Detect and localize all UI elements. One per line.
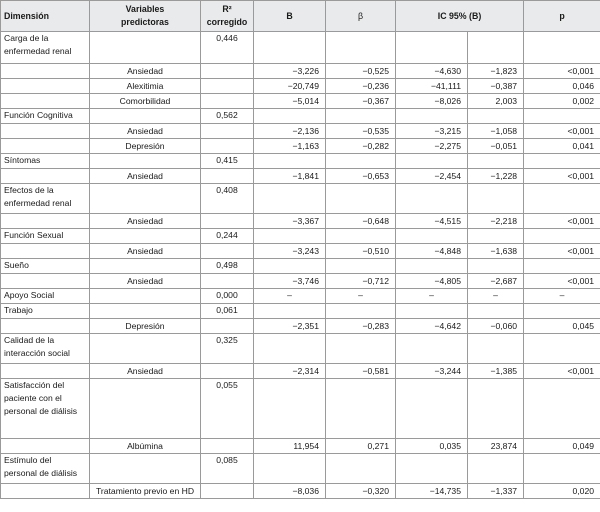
- cell-b: [254, 229, 326, 244]
- cell-b: −5,014: [254, 94, 326, 109]
- cell-r2: [201, 64, 254, 79]
- cell-b: −3,746: [254, 274, 326, 289]
- table-row: [1, 259, 600, 274]
- cell-r2: [201, 79, 254, 94]
- cell-r2: 0,061: [201, 304, 254, 319]
- cell-beta: −0,367: [326, 94, 396, 109]
- cell-ic-lower: −14,735: [396, 484, 468, 499]
- cell-dimension: [1, 274, 90, 289]
- cell-p: 0,002: [524, 94, 600, 109]
- cell-r2: 0,000: [201, 289, 254, 304]
- cell-ic-upper: –: [468, 289, 524, 304]
- cell-ic-upper: [468, 229, 524, 244]
- cell-b: [254, 154, 326, 169]
- table-row: [1, 364, 600, 379]
- cell-ic-lower: 0,035: [396, 439, 468, 454]
- cell-b: −3,367: [254, 214, 326, 229]
- cell-p: 0,020: [524, 484, 600, 499]
- cell-b: [254, 109, 326, 124]
- cell-p: <0,001: [524, 214, 600, 229]
- cell-r2: [201, 169, 254, 184]
- cell-r2: 0,055: [201, 379, 254, 439]
- cell-dimension: [1, 364, 90, 379]
- table-row: [1, 454, 600, 484]
- table-row: [1, 334, 600, 364]
- cell-p: <0,001: [524, 244, 600, 259]
- cell-p: 0,045: [524, 319, 600, 334]
- cell-dimension: [1, 94, 90, 109]
- cell-r2: [201, 244, 254, 259]
- cell-r2: 0,415: [201, 154, 254, 169]
- cell-beta: −0,282: [326, 139, 396, 154]
- cell-ic-upper: −1,337: [468, 484, 524, 499]
- cell-dimension: [1, 319, 90, 334]
- cell-variable: [90, 259, 201, 274]
- cell-p: [524, 154, 600, 169]
- cell-p: –: [524, 289, 600, 304]
- cell-ic-upper: [468, 304, 524, 319]
- cell-p: <0,001: [524, 274, 600, 289]
- cell-beta: 0,271: [326, 439, 396, 454]
- cell-ic-upper: −0,051: [468, 139, 524, 154]
- cell-variable: [90, 109, 201, 124]
- table-row: [1, 289, 600, 304]
- cell-p: <0,001: [524, 364, 600, 379]
- header-b: B: [254, 1, 326, 32]
- cell-dimension: Carga de la enfermedad renal: [1, 32, 90, 64]
- cell-p: 0,046: [524, 79, 600, 94]
- cell-dimension: Estímulo del personal de diálisis: [1, 454, 90, 484]
- cell-dimension: [1, 484, 90, 499]
- cell-b: [254, 454, 326, 484]
- cell-ic-upper: −1,385: [468, 364, 524, 379]
- cell-b: −2,351: [254, 319, 326, 334]
- cell-ic-lower: [396, 304, 468, 319]
- cell-ic-upper: −1,058: [468, 124, 524, 139]
- cell-r2: [201, 364, 254, 379]
- cell-r2: 0,446: [201, 32, 254, 64]
- cell-ic-lower: −4,805: [396, 274, 468, 289]
- cell-variable: [90, 229, 201, 244]
- cell-r2: [201, 319, 254, 334]
- cell-p: 0,049: [524, 439, 600, 454]
- cell-ic-lower: [396, 229, 468, 244]
- cell-r2: [201, 94, 254, 109]
- cell-beta: [326, 229, 396, 244]
- cell-b: −1,841: [254, 169, 326, 184]
- table-row: [1, 139, 600, 154]
- cell-p: <0,001: [524, 169, 600, 184]
- cell-b: −1,163: [254, 139, 326, 154]
- cell-ic-upper: [468, 109, 524, 124]
- table-row: [1, 79, 600, 94]
- cell-beta: [326, 154, 396, 169]
- header-variables-line1: Variables: [125, 4, 165, 14]
- cell-dimension: [1, 79, 90, 94]
- cell-variable: Ansiedad: [90, 274, 201, 289]
- table-row: [1, 32, 600, 64]
- cell-p: [524, 229, 600, 244]
- table-row: [1, 124, 600, 139]
- header-dimension: Dimensión: [1, 1, 90, 32]
- cell-dimension: Apoyo Social: [1, 289, 90, 304]
- cell-variable: [90, 289, 201, 304]
- cell-beta: [326, 109, 396, 124]
- cell-ic-upper: [468, 154, 524, 169]
- cell-beta: −0,648: [326, 214, 396, 229]
- cell-variable: Ansiedad: [90, 244, 201, 259]
- cell-p: [524, 379, 600, 439]
- cell-variable: Ansiedad: [90, 214, 201, 229]
- cell-variable: Comorbilidad: [90, 94, 201, 109]
- cell-dimension: [1, 169, 90, 184]
- cell-ic-lower: −41,111: [396, 79, 468, 94]
- cell-dimension: Calidad de la interacción social: [1, 334, 90, 364]
- table-row: [1, 184, 600, 214]
- table-row: [1, 379, 600, 439]
- cell-b: −2,314: [254, 364, 326, 379]
- cell-beta: [326, 32, 396, 64]
- cell-dimension: [1, 139, 90, 154]
- cell-variable: Depresión: [90, 139, 201, 154]
- table-row: [1, 94, 600, 109]
- cell-p: <0,001: [524, 124, 600, 139]
- cell-b: 11,954: [254, 439, 326, 454]
- cell-b: −3,243: [254, 244, 326, 259]
- cell-b: −3,226: [254, 64, 326, 79]
- cell-beta: −0,653: [326, 169, 396, 184]
- cell-b: −20,749: [254, 79, 326, 94]
- cell-ic-lower: −8,026: [396, 94, 468, 109]
- cell-ic-lower: [396, 32, 468, 64]
- cell-ic-lower: −2,454: [396, 169, 468, 184]
- cell-p: <0,001: [524, 64, 600, 79]
- cell-p: [524, 184, 600, 214]
- cell-b: [254, 259, 326, 274]
- cell-variable: Albúmina: [90, 439, 201, 454]
- cell-variable: Ansiedad: [90, 169, 201, 184]
- cell-variable: [90, 154, 201, 169]
- table-body: [1, 32, 600, 499]
- cell-b: –: [254, 289, 326, 304]
- cell-dimension: Síntomas: [1, 154, 90, 169]
- cell-beta: [326, 184, 396, 214]
- cell-ic-lower: −2,275: [396, 139, 468, 154]
- cell-b: [254, 304, 326, 319]
- table-row: [1, 319, 600, 334]
- cell-ic-lower: −4,630: [396, 64, 468, 79]
- cell-ic-upper: 2,003: [468, 94, 524, 109]
- cell-dimension: Función Cognitiva: [1, 109, 90, 124]
- cell-beta: −0,283: [326, 319, 396, 334]
- header-p: p: [524, 1, 600, 32]
- cell-dimension: [1, 64, 90, 79]
- cell-ic-lower: −3,215: [396, 124, 468, 139]
- cell-dimension: [1, 214, 90, 229]
- cell-r2: [201, 214, 254, 229]
- cell-ic-lower: [396, 154, 468, 169]
- table-row: [1, 439, 600, 454]
- cell-dimension: [1, 124, 90, 139]
- cell-variable: [90, 304, 201, 319]
- cell-p: [524, 32, 600, 64]
- cell-dimension: [1, 244, 90, 259]
- table-row: [1, 244, 600, 259]
- cell-r2: 0,085: [201, 454, 254, 484]
- cell-dimension: Función Sexual: [1, 229, 90, 244]
- cell-ic-upper: −0,060: [468, 319, 524, 334]
- table-row: [1, 109, 600, 124]
- cell-p: [524, 454, 600, 484]
- header-beta: β: [326, 1, 396, 32]
- header-ic: IC 95% (B): [396, 1, 524, 32]
- cell-b: [254, 379, 326, 439]
- cell-beta: [326, 304, 396, 319]
- cell-ic-upper: −1,228: [468, 169, 524, 184]
- cell-variable: [90, 334, 201, 364]
- cell-ic-upper: [468, 259, 524, 274]
- cell-dimension: Trabajo: [1, 304, 90, 319]
- cell-p: [524, 109, 600, 124]
- cell-ic-upper: [468, 184, 524, 214]
- cell-r2: [201, 124, 254, 139]
- cell-b: [254, 184, 326, 214]
- cell-beta: [326, 454, 396, 484]
- cell-b: −8,036: [254, 484, 326, 499]
- cell-p: [524, 334, 600, 364]
- header-r2-line2: corregido: [206, 17, 248, 27]
- cell-dimension: Satisfacción del paciente con el personal de diálisis: [1, 379, 90, 439]
- cell-r2: [201, 439, 254, 454]
- cell-b: [254, 334, 326, 364]
- header-variables-line2: predictoras: [121, 17, 169, 27]
- cell-b: [254, 32, 326, 64]
- cell-ic-lower: [396, 109, 468, 124]
- table-row: [1, 154, 600, 169]
- cell-r2: 0,562: [201, 109, 254, 124]
- cell-variable: Depresión: [90, 319, 201, 334]
- cell-variable: Tratamiento previo en HD: [90, 484, 201, 499]
- cell-dimension: Sueño: [1, 259, 90, 274]
- cell-beta: [326, 334, 396, 364]
- cell-ic-lower: [396, 259, 468, 274]
- cell-ic-lower: [396, 379, 468, 439]
- cell-ic-lower: −4,642: [396, 319, 468, 334]
- table-row: [1, 229, 600, 244]
- cell-variable: [90, 454, 201, 484]
- cell-ic-lower: [396, 454, 468, 484]
- cell-ic-upper: 23,874: [468, 439, 524, 454]
- cell-beta: −0,581: [326, 364, 396, 379]
- cell-dimension: [1, 439, 90, 454]
- cell-ic-lower: −4,515: [396, 214, 468, 229]
- cell-ic-upper: −1,638: [468, 244, 524, 259]
- cell-beta: −0,320: [326, 484, 396, 499]
- header-r2-line1: R²: [222, 4, 232, 14]
- cell-beta: −0,510: [326, 244, 396, 259]
- table-row: [1, 484, 600, 499]
- table-row: [1, 304, 600, 319]
- cell-ic-upper: [468, 454, 524, 484]
- cell-ic-upper: −2,687: [468, 274, 524, 289]
- cell-ic-upper: [468, 32, 524, 64]
- header-r2: [201, 1, 254, 32]
- cell-dimension: Efectos de la enfermedad renal: [1, 184, 90, 214]
- cell-ic-upper: −0,387: [468, 79, 524, 94]
- cell-ic-upper: −1,823: [468, 64, 524, 79]
- cell-r2: 0,244: [201, 229, 254, 244]
- table-row: [1, 169, 600, 184]
- cell-beta: −0,712: [326, 274, 396, 289]
- cell-p: [524, 259, 600, 274]
- cell-variable: [90, 184, 201, 214]
- cell-variable: Alexitimia: [90, 79, 201, 94]
- cell-variable: [90, 32, 201, 64]
- cell-ic-upper: [468, 379, 524, 439]
- cell-variable: Ansiedad: [90, 364, 201, 379]
- cell-r2: [201, 139, 254, 154]
- table-row: [1, 214, 600, 229]
- cell-r2: 0,325: [201, 334, 254, 364]
- cell-r2: 0,498: [201, 259, 254, 274]
- cell-p: [524, 304, 600, 319]
- header-variables: [90, 1, 201, 32]
- cell-beta: [326, 259, 396, 274]
- table-row: [1, 64, 600, 79]
- cell-r2: [201, 274, 254, 289]
- cell-r2: 0,408: [201, 184, 254, 214]
- header-row: [1, 1, 600, 32]
- cell-ic-upper: −2,218: [468, 214, 524, 229]
- cell-beta: −0,535: [326, 124, 396, 139]
- cell-beta: −0,525: [326, 64, 396, 79]
- cell-ic-lower: [396, 334, 468, 364]
- cell-beta: –: [326, 289, 396, 304]
- cell-b: −2,136: [254, 124, 326, 139]
- cell-beta: −0,236: [326, 79, 396, 94]
- cell-variable: [90, 379, 201, 439]
- cell-r2: [201, 484, 254, 499]
- table-row: [1, 274, 600, 289]
- cell-ic-lower: [396, 184, 468, 214]
- cell-ic-lower: –: [396, 289, 468, 304]
- cell-variable: Ansiedad: [90, 64, 201, 79]
- cell-ic-lower: −4,848: [396, 244, 468, 259]
- cell-ic-upper: [468, 334, 524, 364]
- cell-ic-lower: −3,244: [396, 364, 468, 379]
- cell-p: 0,041: [524, 139, 600, 154]
- cell-variable: Ansiedad: [90, 124, 201, 139]
- cell-beta: [326, 379, 396, 439]
